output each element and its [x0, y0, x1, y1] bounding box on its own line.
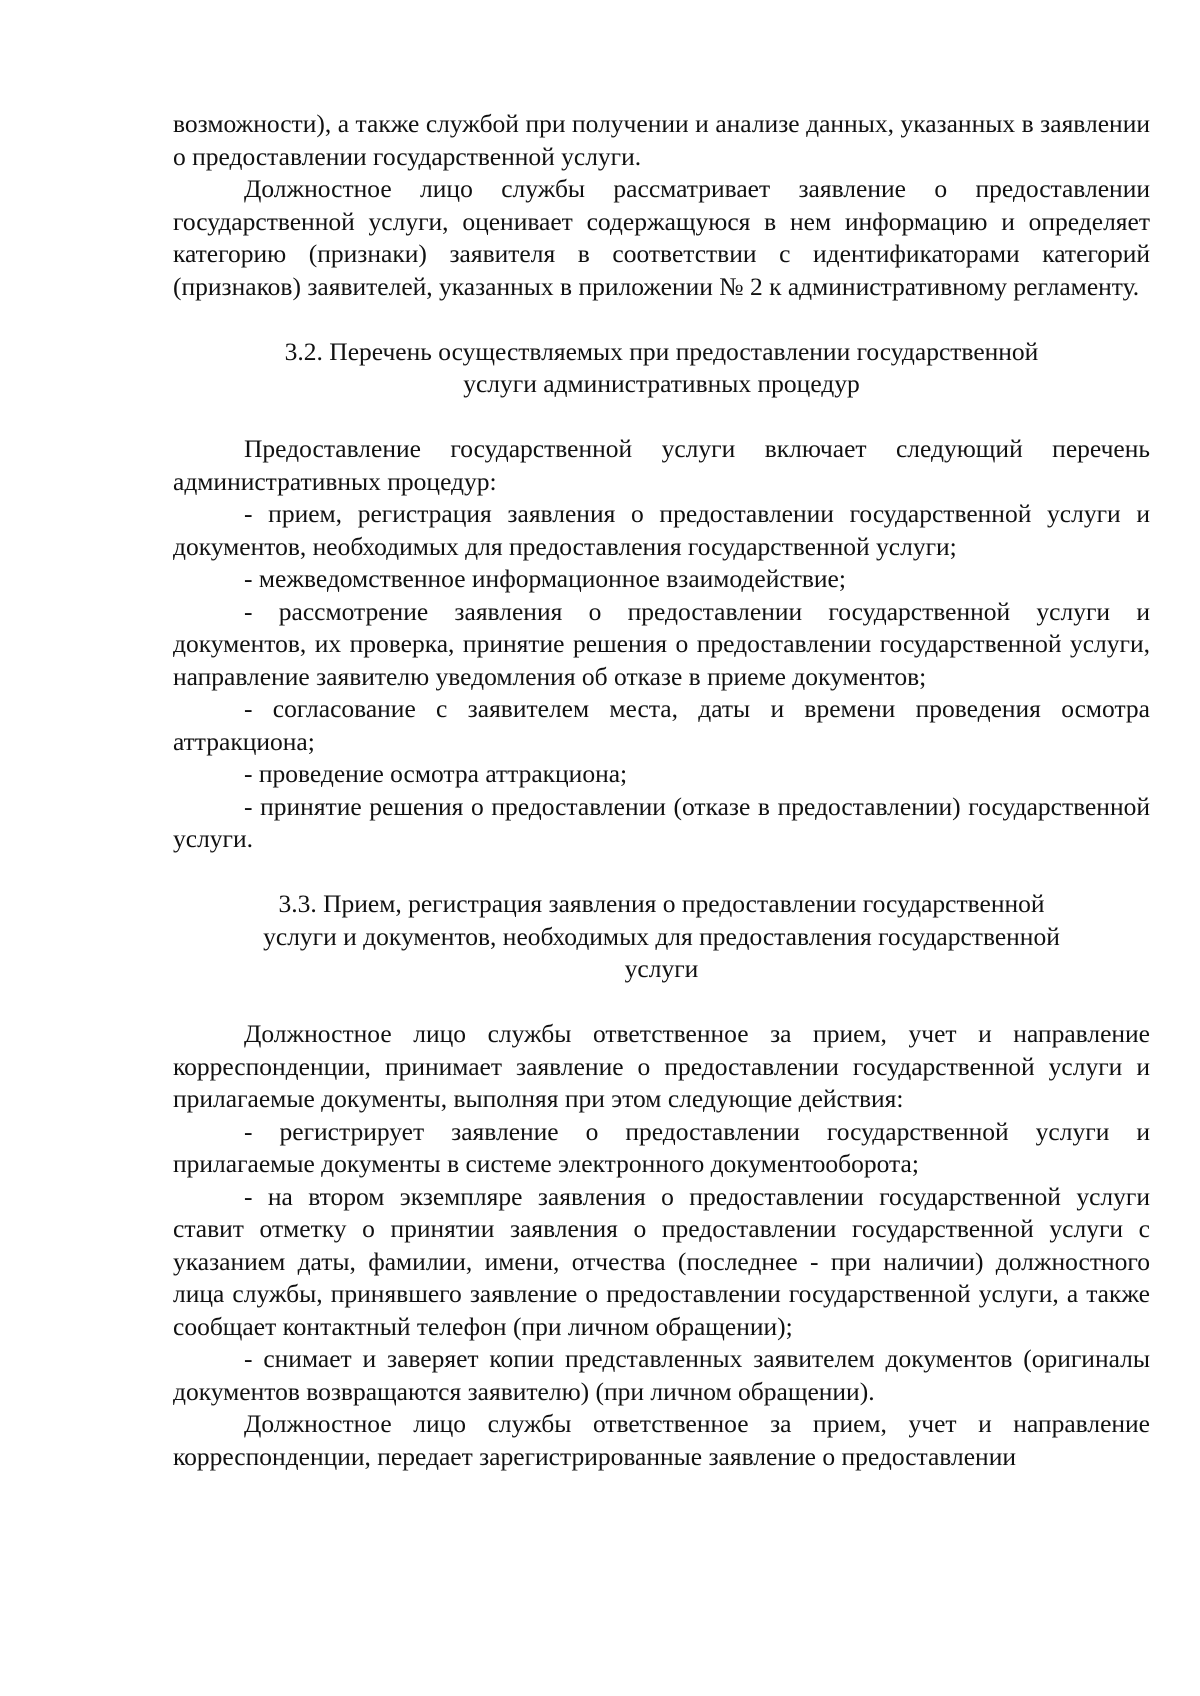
section-3-2-lead: Предоставление государственной услуги включает следующий перечень административных процедур:	[173, 434, 1150, 496]
section-3-3-heading-line-3: услуги	[624, 954, 699, 983]
section-3-3-heading-line-1: 3.3. Прием, регистрация заявления о предоставлении государственной	[278, 889, 1045, 918]
list-item: - рассмотрение заявления о предоставлении государственной услуги и документов, их проверка, принятие решения о предоставлении государственной услуги, направление заявителю уведомления об отказе в приеме документов;	[173, 596, 1150, 691]
section-3-3-heading-line-2: услуги и документов, необходимых для предоставления государственной	[263, 921, 1060, 951]
list-item: - прием, регистрация заявления о предоставлении государственной услуги и документов, необходимых для предоставления государственной услуги;	[173, 499, 1150, 561]
section-3-2-heading-line-1: 3.2. Перечень осуществляемых при предоставлении государственной	[284, 336, 1039, 366]
spacer	[173, 303, 1150, 336]
list-item: - принятие решения о предоставлении (отказе в предоставлении) государственной услуги.	[173, 791, 1150, 853]
section-3-3-closing: Должностное лицо службы ответственное за прием, учет и направление корреспонденции, передает зарегистрированные заявление о предоставлении	[173, 1409, 1150, 1471]
list-item: - межведомственное информационное взаимодействие;	[244, 564, 846, 593]
list-item: - снимает и заверяет копии представленных заявителем документов (оригиналы документов возвращаются заявителю) (при личном обращении).	[173, 1344, 1150, 1406]
spacer	[173, 401, 1150, 434]
list-item: - проведение осмотра аттракциона;	[244, 759, 628, 788]
section-3-3-lead: Должностное лицо службы ответственное за прием, учет и направление корреспонденции, принимает заявление о предоставлении государственной услуги и прилагаемые документы, выполняя при этом следующие действия:	[173, 1019, 1150, 1113]
list-item: - на втором экземпляре заявления о предоставлении государственной услуги ставит отметку о принятии заявления о предоставлении государственной услуги с указанием даты, фамилии, имени, отчества (последнее - при наличии) должностного лица службы, принявшего заявление о предоставлении государственной услуги, а также сообщает контактный телефон (при личном обращении);	[173, 1181, 1150, 1341]
list-item: - регистрирует заявление о предоставлении государственной услуги и прилагаемые документы в системе электронного документооборота;	[173, 1116, 1150, 1178]
spacer	[173, 856, 1150, 889]
document-page	[173, 108, 1150, 1473]
section-3-2-heading-line-2: услуги административных процедур	[463, 369, 860, 398]
spacer	[173, 986, 1150, 1019]
paragraph-intro: возможности), а также службой при получении и анализе данных, указанных в заявлении о предоставлении государственной услуги.	[173, 109, 1150, 171]
list-item: - согласование с заявителем места, даты и времени проведения осмотра аттракциона;	[173, 694, 1150, 756]
paragraph-official-review: Должностное лицо службы рассматривает заявление о предоставлении государственной услуги, оценивает содержащуюся в нем информацию и определяет категорию (признаки) заявителя в соответствии с идентификаторами категорий (признаков) заявителей, указанных в приложении № 2 к административному регламенту.	[173, 174, 1150, 301]
